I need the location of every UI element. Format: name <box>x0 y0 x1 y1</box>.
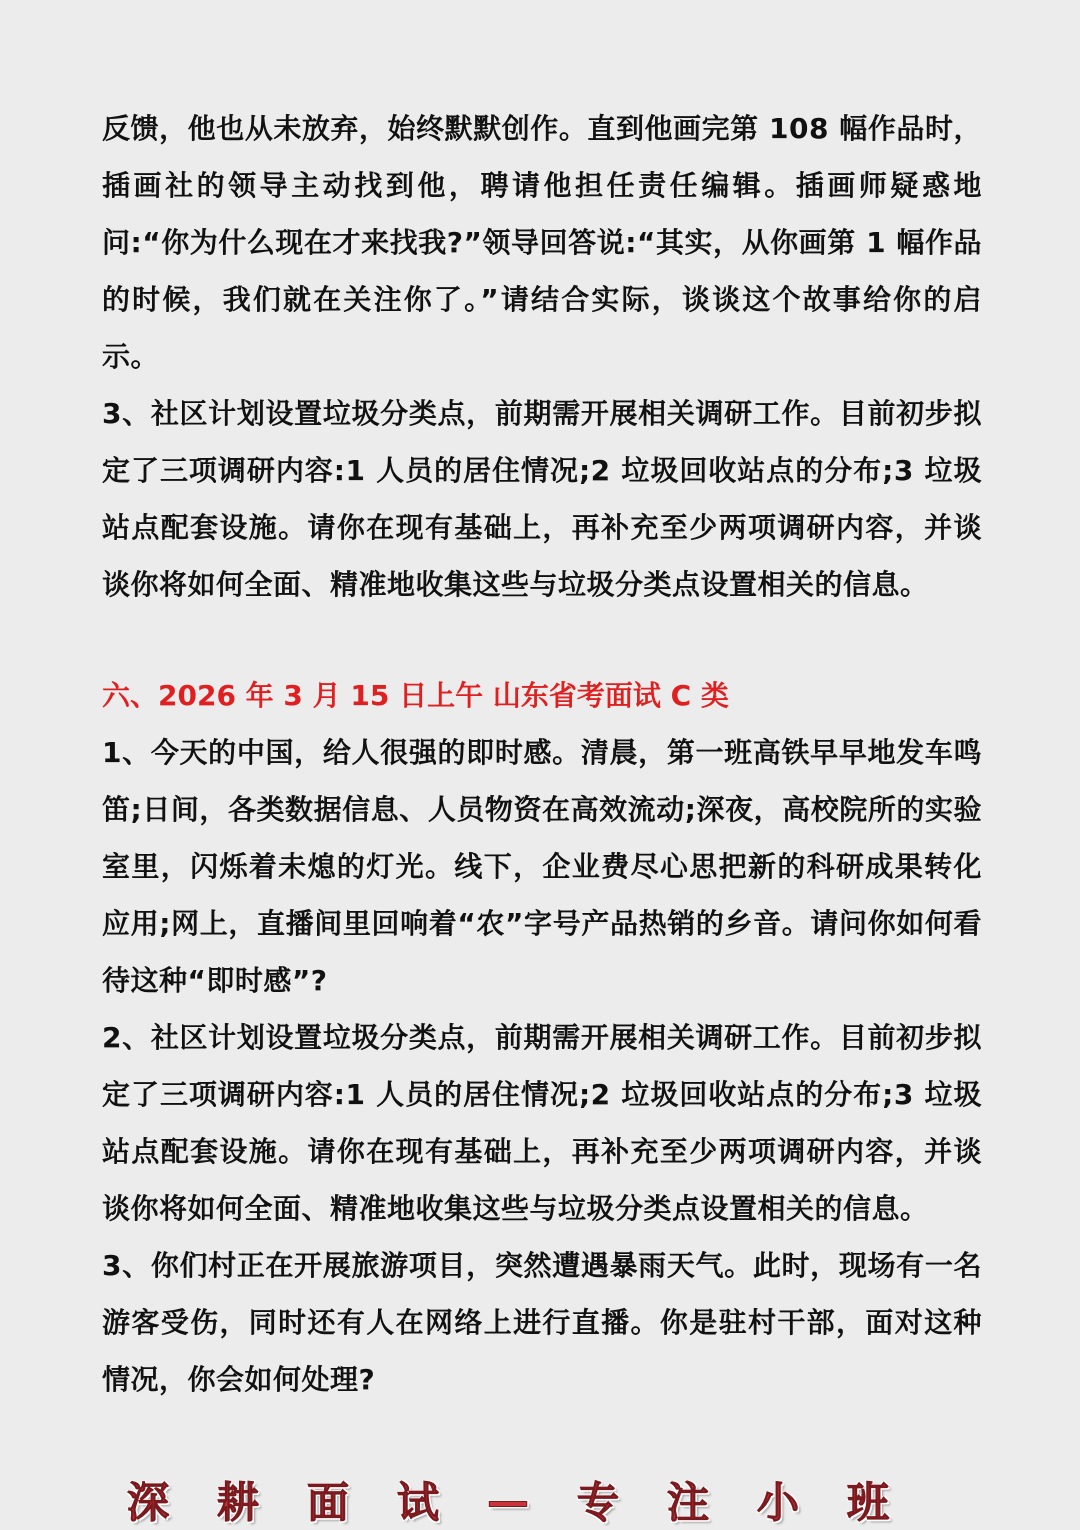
footer-char: 班 <box>846 1478 889 1527</box>
section-question-3: 3、你们村正在开展旅游项目，突然遭遇暴雨天气。此时，现场有一名游客受伤，同时还有人在网络上进行直播。你是驻村干部，面对这种情况，你会如何处理? <box>102 1249 982 1396</box>
footer-char: 面 <box>306 1478 349 1527</box>
footer-char: 小 <box>756 1478 799 1527</box>
document-content <box>102 100 982 1408</box>
footer-char: 深 <box>126 1478 169 1527</box>
section-question-2: 2、社区计划设置垃圾分类点，前期需开展相关调研工作。目前初步拟定了三项调研内容:1 人员的居住情况;2 垃圾回收站点的分布;3 垃圾站点配套设施。请你在现有基础上，再补充至少两项调研内容，并谈谈你将如何全面、精准地收集这些与垃圾分类点设置相关的信息。 <box>102 1021 982 1225</box>
footer-char: 注 <box>666 1478 709 1527</box>
prev-question-3: 3、社区计划设置垃圾分类点，前期需开展相关调研工作。目前初步拟定了三项调研内容:1 人员的居住情况;2 垃圾回收站点的分布;3 垃圾站点配套设施。请你在现有基础上，再补充至少两项调研内容，并谈谈你将如何全面、精准地收集这些与垃圾分类点设置相关的信息。 <box>102 397 982 601</box>
footer-char: — <box>487 1475 529 1525</box>
footer-slogan <box>118 1470 898 1530</box>
footer-char: 耕 <box>216 1478 259 1527</box>
section-question-1: 1、今天的中国，给人很强的即时感。清晨，第一班高铁早早地发车鸣笛;日间，各类数据信息、人员物资在高效流动;深夜，高校院所的实验室里，闪烁着未熄的灯光。线下，企业费尽心思把新的科研成果转化应用;网上，直播间里回响着“农”字号产品热销的乡音。请问你如何看待这种“即时感”? <box>102 736 982 997</box>
continuation-paragraph: 反馈，他也从未放弃，始终默默创作。直到他画完第 108 幅作品时，插画社的领导主动找到他，聘请他担任责任编辑。插画师疑惑地问:“你为什么现在才来找我?”领导回答说:“其实，从你画第 1 幅作品的时候，我们就在关注你了。”请结合实际，谈谈这个故事给你的启示。 <box>102 112 982 373</box>
footer-char: 试 <box>396 1478 439 1527</box>
footer-char: 专 <box>576 1478 619 1527</box>
section-heading: 六、2026 年 3 月 15 日上午 山东省考面试 C 类 <box>102 679 729 712</box>
